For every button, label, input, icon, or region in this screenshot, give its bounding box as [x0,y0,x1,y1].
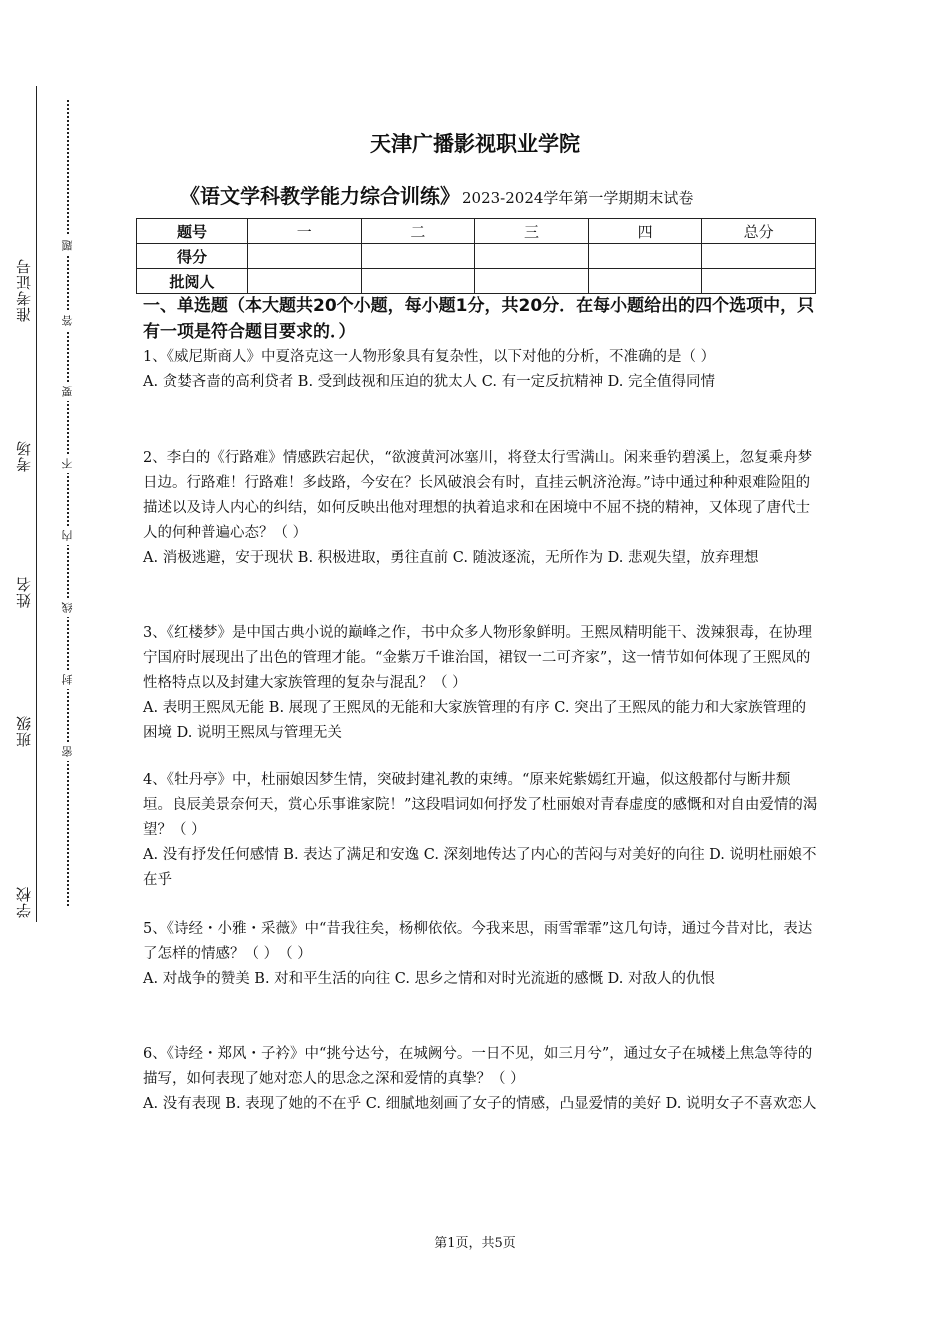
question-options: A. 对战争的赞美 B. 对和平生活的向往 C. 思乡之情和对时光流逝的感慨 D. 对敌人的仇恨 [143,971,716,987]
score-cell[interactable] [475,244,589,269]
term-title: 2023-2024学年第一学期期末试卷 [462,189,694,207]
school-title: 天津广播影视职业学院 [370,132,580,156]
binding-dotted-line [67,100,69,906]
question-stem: 2、李白的《行路难》情感跌宕起伏，“欲渡黄河冰塞川，将登太行雪满山。闲来垂钓碧溪上，忽复乘舟梦日边。行路难！行路难！多歧路，今安在？长风破浪会有时，直挂云帆济沧海。”诗中通过种种艰难险阻的描述以及诗人内心的纠结，如何反映出他对理想的执着追求和在困境中不屈不挠的精神，又体现了唐代士人的何种普遍心态？（ ） [143,450,813,541]
score-table-header-cell: 二 [361,219,475,244]
question-stem: 1、《威尼斯商人》中夏洛克这一人物形象具有复杂性，以下对他的分析，不准确的是（ ） [143,349,716,365]
grader-cell[interactable] [248,269,362,294]
score-cell[interactable] [248,244,362,269]
binding-solid-line [36,86,37,922]
question-4 [143,768,819,893]
seal-char: 线 [60,598,76,617]
question-options: A. 消极逃避，安于现状 B. 积极进取，勇往直前 C. 随波逐流，无所作为 D. 悲观失望，放弃理想 [143,550,759,566]
question-6 [143,1042,819,1117]
score-table-header-cell: 三 [475,219,589,244]
score-row-label: 得分 [137,244,248,269]
class-label: 班级 [15,715,33,747]
exam-title [180,180,693,209]
question-options: A. 没有表现 B. 表现了她的不在乎 C. 细腻地刻画了女子的情感，凸显爱情的美好 D. 说明女子不喜欢恋人 [143,1096,817,1112]
seal-char: 答 [60,311,76,330]
course-title: 《语文学科教学能力综合训练》 [180,184,460,208]
question-3 [143,621,819,746]
question-options: A. 贪婪吝啬的高利贷者 B. 受到歧视和压迫的犹太人 C. 有一定反抗精神 D. 完全值得同情 [143,374,716,390]
seal-char: 要 [60,382,76,401]
grader-cell[interactable] [588,269,702,294]
seal-char: 题 [60,236,76,255]
grader-cell[interactable] [475,269,589,294]
score-table-row [137,269,816,294]
question-stem: 5、《诗经・小雅・采薇》中“昔我往矣，杨柳依依。今我来思，雨雪霏霏”这几句诗，通过今昔对比，表达了怎样的情感？（ ） （ ） [143,921,813,962]
question-stem: 3、《红楼梦》是中国古典小说的巅峰之作，书中众多人物形象鲜明。王熙凤精明能干、泼辣狠毒，在协理宁国府时展现出了出色的管理才能。“金紫万千谁治国，裙钗一二可齐家”，这一情节如何体现了王熙凤的性格特点以及封建大家族管理的复杂与混乱？（ ） [143,625,812,691]
grader-cell[interactable] [702,269,816,294]
admission-number-label: 准考证号 [15,258,33,322]
grader-row-label: 批阅人 [137,269,248,294]
score-table-header-cell: 四 [588,219,702,244]
score-cell[interactable] [361,244,475,269]
score-cell[interactable] [702,244,816,269]
exam-room-label: 考场 [15,440,33,472]
question-1 [143,345,819,395]
grader-cell[interactable] [361,269,475,294]
seal-char: 内 [60,526,76,545]
score-cell[interactable] [588,244,702,269]
question-2 [143,446,819,571]
seal-char: 封 [60,670,76,689]
school-label: 学校 [15,886,33,918]
seal-char: 不 [60,454,76,473]
question-stem: 4、《牡丹亭》中，杜丽娘因梦生情，突破封建礼教的束缚。“原来姹紫嫣红开遍，似这般都付与断井颓垣。良辰美景奈何天，赏心乐事谁家院！”这段唱词如何抒发了杜丽娘对青春虚度的感慨和对自由爱情的渴望？（ ） [143,772,818,838]
question-5 [143,917,819,992]
question-options: A. 没有抒发任何感情 B. 表达了满足和安逸 C. 深刻地传达了内心的苦闷与对美好的向往 D. 说明杜丽娘不在乎 [143,847,817,888]
seal-char: 密 [60,742,76,761]
name-label: 姓名 [15,576,33,608]
question-options: A. 表明王熙凤无能 B. 展现了王熙凤的无能和大家族管理的有序 C. 突出了王熙凤的能力和大家族管理的困境 D. 说明王熙凤与管理无关 [143,700,807,741]
section-heading: 一、单选题（本大题共20个小题，每小题1分，共20分．在每小题给出的四个选项中，只有一项是符合题目要求的．） [143,296,815,342]
score-table-header-cell: 题号 [137,219,248,244]
score-table-header-row [137,219,816,244]
score-table-row [137,244,816,269]
score-table [136,218,816,294]
score-table-header-cell: 总分 [702,219,816,244]
score-table-header-cell: 一 [248,219,362,244]
page-number: 第1页，共5页 [434,1236,516,1251]
question-stem: 6、《诗经・郑风・子衿》中“挑兮达兮，在城阙兮。一日不见，如三月兮”，通过女子在城楼上焦急等待的描写，如何表现了她对恋人的思念之深和爱情的真挚？（ ） [143,1046,813,1087]
